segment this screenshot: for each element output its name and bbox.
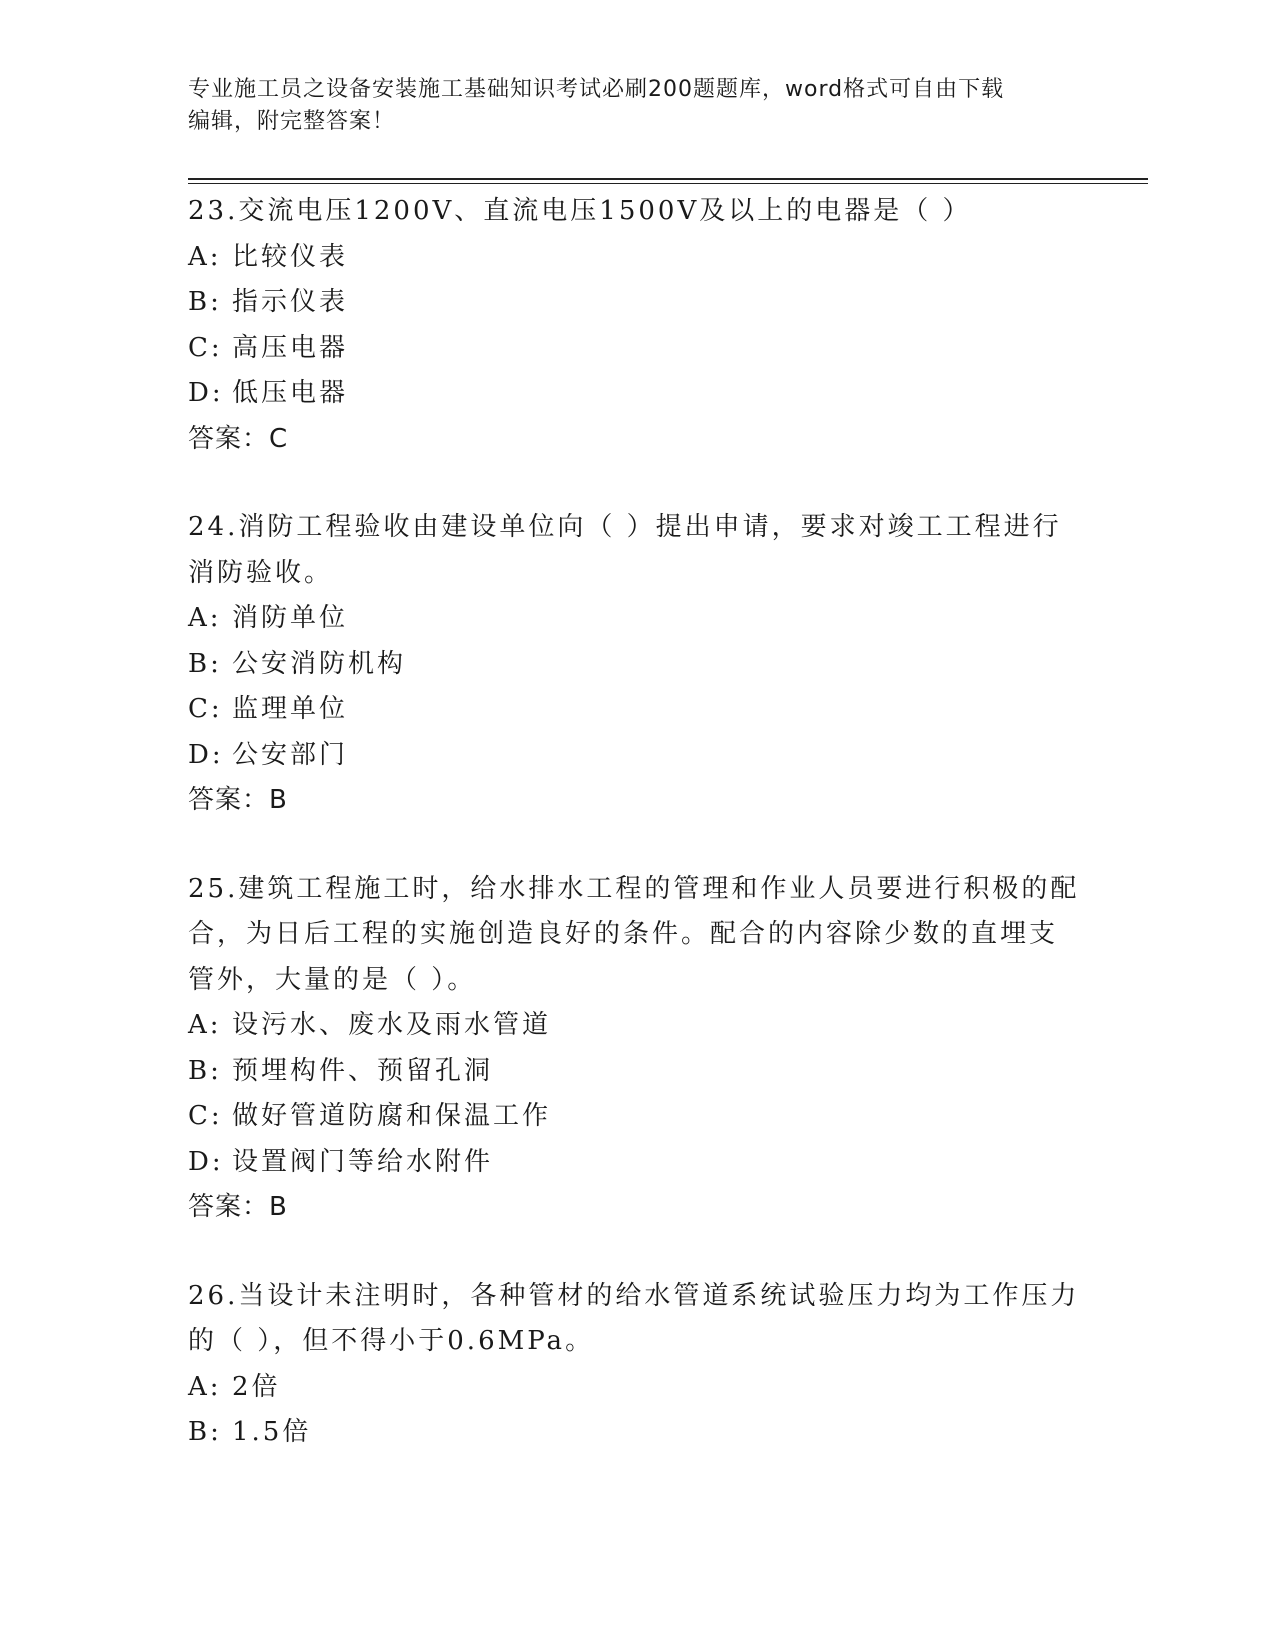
option-letter: A: xyxy=(188,241,222,272)
option-letter: D: xyxy=(188,378,224,408)
option-text: 1.5倍 xyxy=(232,1417,312,1447)
option-text: 公安消防机构 xyxy=(232,648,407,679)
option-text: 2倍 xyxy=(232,1371,281,1402)
option-c xyxy=(188,326,1088,372)
option-a xyxy=(188,1003,1088,1049)
option-text: 高压电器 xyxy=(232,332,349,363)
option-text: 比较仪表 xyxy=(232,241,349,272)
option-a xyxy=(188,596,1088,642)
option-b xyxy=(188,1410,1088,1456)
option-text: 指示仪表 xyxy=(232,287,349,317)
answer-line: 答案：B xyxy=(188,785,288,815)
option-letter: B: xyxy=(188,1417,222,1447)
option-text: 消防单位 xyxy=(232,603,349,633)
option-letter: B: xyxy=(188,1055,222,1086)
answer-line: 答案：C xyxy=(188,423,289,454)
option-letter: D: xyxy=(188,1146,224,1177)
question-text-line: 消防验收。 xyxy=(188,557,334,588)
option-c xyxy=(188,687,1088,733)
option-text: 预埋构件、预留孔洞 xyxy=(232,1055,494,1086)
option-a xyxy=(188,235,1088,281)
document-header xyxy=(188,74,1068,138)
question-text-line: 管外，大量的是（ ）。 xyxy=(188,964,477,995)
question-23 xyxy=(188,189,1088,462)
question-list xyxy=(188,189,1088,1499)
option-text: 做好管道防腐和保温工作 xyxy=(232,1101,552,1131)
question-text-line: 合，为日后工程的实施创造良好的条件。配合的内容除少数的直埋支 xyxy=(188,919,1059,949)
option-letter: C: xyxy=(188,332,223,363)
question-text: 23.交流电压1200V、直流电压1500V及以上的电器是（ ） xyxy=(188,196,972,226)
option-text: 监理单位 xyxy=(232,694,349,724)
question-text-line: 25.建筑工程施工时，给水排水工程的管理和作业人员要进行积极的配 xyxy=(188,873,1080,904)
option-b xyxy=(188,1049,1088,1095)
question-24 xyxy=(188,505,1088,824)
header-title-line-1: 专业施工员之设备安装施工基础知识考试必刷200题题库，word格式可自由下载 xyxy=(188,77,1005,102)
answer-line: 答案：B xyxy=(188,1192,288,1222)
option-c xyxy=(188,1094,1088,1140)
question-text-line: 24.消防工程验收由建设单位向（ ）提出申请，要求对竣工工程进行 xyxy=(188,512,1062,542)
option-letter: B: xyxy=(188,287,222,317)
option-text: 设置阀门等给水附件 xyxy=(232,1146,494,1177)
question-26 xyxy=(188,1274,1088,1456)
option-letter: A: xyxy=(188,603,222,633)
option-d xyxy=(188,1140,1088,1186)
option-letter: C: xyxy=(188,1101,223,1131)
option-letter: C: xyxy=(188,694,223,724)
option-d xyxy=(188,733,1088,779)
option-text: 公安部门 xyxy=(232,739,349,770)
option-a xyxy=(188,1365,1088,1411)
question-text-line: 的（ ），但不得小于0.6MPa。 xyxy=(188,1326,595,1356)
option-letter: A: xyxy=(188,1371,222,1402)
option-letter: B: xyxy=(188,648,222,679)
option-letter: A: xyxy=(188,1010,222,1040)
option-b xyxy=(188,280,1088,326)
option-letter: D: xyxy=(188,739,224,770)
option-b xyxy=(188,642,1088,688)
question-25 xyxy=(188,867,1088,1231)
header-divider-thin xyxy=(188,183,1148,184)
header-divider-thick xyxy=(188,178,1148,180)
option-d xyxy=(188,371,1088,417)
option-text: 设污水、废水及雨水管道 xyxy=(232,1010,552,1040)
header-title-line-2: 编辑，附完整答案！ xyxy=(188,109,396,134)
option-text: 低压电器 xyxy=(232,378,349,408)
question-text-line: 26.当设计未注明时，各种管材的给水管道系统试验压力均为工作压力 xyxy=(188,1280,1080,1311)
